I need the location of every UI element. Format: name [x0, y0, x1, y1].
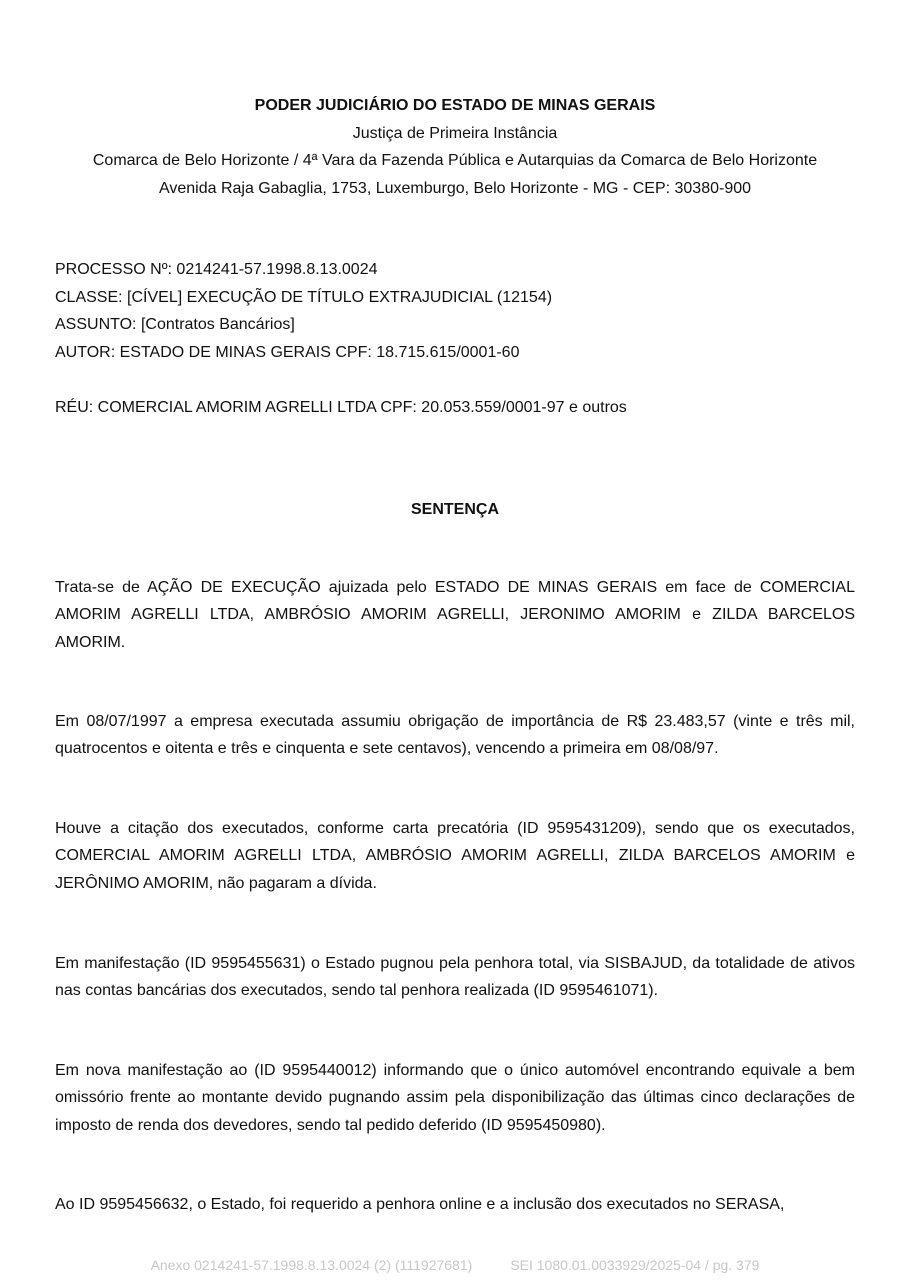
case-plaintiff: AUTOR: ESTADO DE MINAS GERAIS CPF: 18.715.615/0001-60 [55, 343, 520, 361]
court-name: PODER JUDICIÁRIO DO ESTADO DE MINAS GERAIS [254, 97, 656, 114]
document-title: SENTENÇA [410, 501, 499, 518]
case-defendant: RÉU: COMERCIAL AMORIM AGRELLI LTDA CPF: 20.053.559/0001-97 e outros [55, 398, 627, 416]
case-subject: ASSUNTO: [Contratos Bancários] [55, 316, 295, 333]
paragraph: Trata-se de AÇÃO DE EXECUÇÃO ajuizada pelo ESTADO DE MINAS GERAIS em face de COMERCIAL AMORIM AGRELLI LTDA, AMBRÓSIO AMORIM AGRELLI, JERONIMO AMORIM e ZILDA BARCELOS AMORIM. [55, 579, 855, 651]
court-address: Avenida Raja Gabaglia, 1753, Luxemburgo, Belo Horizonte - MG - CEP: 30380-900 [158, 179, 752, 197]
court-instance: Justiça de Primeira Instância [352, 124, 558, 142]
paragraph: Em 08/07/1997 a empresa executada assumiu obrigação de importância de R$ 23.483,57 (vinte e três mil, quatrocentos e oitenta e três e cinquenta e sete centavos), vencendo a primeira em 08/08/97. [55, 713, 855, 758]
paragraph: Houve a citação dos executados, conforme carta precatória (ID 9595431209), sendo que os executados, COMERCIAL AMORIM AGRELLI LTDA, AMBRÓSIO AMORIM AGRELLI, ZILDA BARCELOS AMORIM e JERÔNIMO AMORIM, não pagaram a dívida. [55, 820, 855, 892]
paragraph: Ao ID 9595456632, o Estado, foi requerido a penhora online e a inclusão dos executados no SERASA, [55, 1196, 785, 1213]
paragraph: Em manifestação (ID 9595455631) o Estado pugnou pela penhora total, via SISBAJUD, da totalidade de ativos nas contas bancárias dos executados, sendo tal penhora realizada (ID 9595461071). [55, 955, 855, 1000]
paragraph: Em nova manifestação ao (ID 9595440012) informando que o único automóvel encontrando equivale a bem omissório frente ao montante devido pugnando assim pela disponibilização das últimas cinco declarações de imposto de renda dos devedores, sendo tal pedido deferido (ID 9595450980). [55, 1062, 855, 1134]
case-metadata [55, 256, 855, 421]
page-footer [0, 1255, 910, 1275]
case-number: PROCESSO Nº: 0214241-57.1998.8.13.0024 [55, 261, 378, 278]
footer-sei-reference: SEI 1080.01.0033929/2025-04 / pg. 379 [510, 1257, 760, 1273]
metadata-spacer [55, 366, 855, 394]
footer-annex: Anexo 0214241-57.1998.8.13.0024 (2) (111927681) [150, 1257, 473, 1273]
court-comarca: Comarca de Belo Horizonte / 4ª Vara da Fazenda Pública e Autarquias da Comarca de Belo Horizonte [92, 152, 818, 169]
case-class: CLASSE: [CÍVEL] EXECUÇÃO DE TÍTULO EXTRAJUDICIAL (12154) [55, 288, 553, 306]
document-header [0, 92, 910, 202]
